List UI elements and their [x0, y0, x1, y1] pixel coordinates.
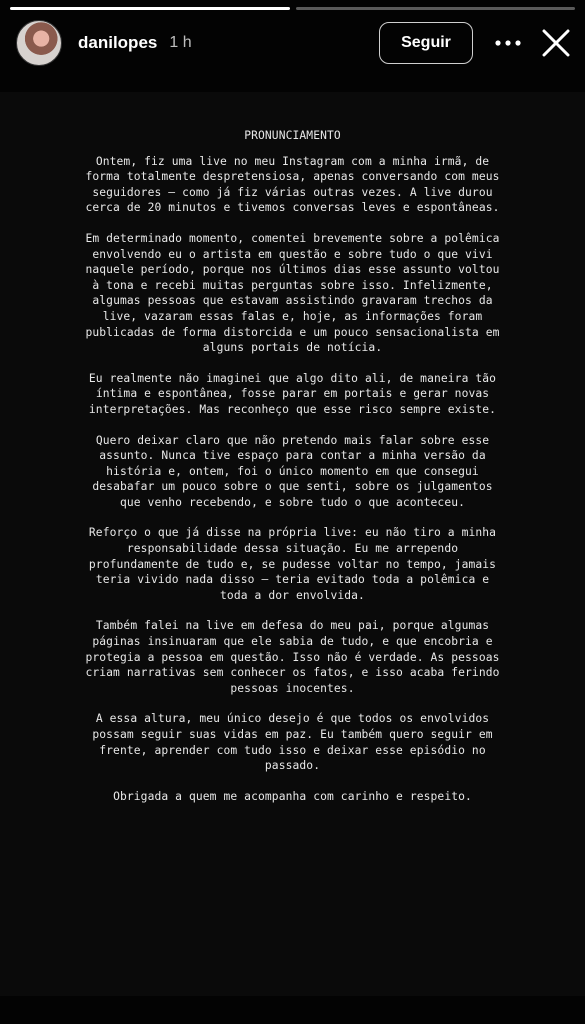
story-progress-bar	[10, 7, 575, 10]
statement-text	[82, 128, 503, 819]
statement-paragraph: A essa altura, meu único desejo é que todos os envolvidos possam seguir suas vidas em paz. Eu também quero seguir em frente, aprender com tudo isso e deixar esse episódio no passado.	[92, 712, 493, 773]
close-icon[interactable]	[541, 28, 571, 58]
statement-paragraph: Obrigada a quem me acompanha com carinho e respeito.	[113, 789, 472, 803]
statement-paragraph: Eu realmente não imaginei que algo dito ali, de maneira tão íntima e espontânea, fosse parar em portais e gerar novas interpretações. Mas reconheço que esse risco sempre existe.	[88, 371, 497, 416]
progress-fill	[10, 7, 290, 10]
more-horizontal-icon[interactable]	[493, 31, 523, 55]
statement-paragraph: Também falei na live em defesa do meu pai, porque algumas páginas insinuaram que ele sabia de tudo, e que encobria e protegia a pessoa em questão. Isso não é verdade. As pessoas criam narrativas sem conhecer os fatos, e isso acaba ferindo pessoas inocentes.	[85, 619, 500, 695]
statement-paragraph: Ontem, fiz uma live no meu Instagram com a minha irmã, de forma totalmente despretensiosa, apenas conversando com meus seguidores — como já fiz várias outras vezes. A live durou cerca de 20 minutos e tivemos conversas leves e espontâneas.	[85, 154, 500, 215]
progress-segment	[10, 7, 290, 10]
username[interactable]: danilopes	[78, 33, 158, 52]
follow-button[interactable]: Seguir	[379, 22, 473, 64]
statement-paragraph: Reforço o que já disse na própria live: eu não tiro a minha responsabilidade dessa situação. Eu me arrependo profundamente de tudo e, se pudesse voltar no tempo, jamais teria vivido nada disso — teria evitado toda a polêmica e toda a dor envolvida.	[88, 526, 497, 602]
statement-title: PRONUNCIAMENTO	[244, 129, 341, 142]
statement-paragraph: Em determinado momento, comentei brevemente sobre a polêmica envolvendo eu o artista em questão e sobre tudo o que vivi naquele período, porque nos últimos dias esse assunto voltou à tona e recebi muitas perguntas sobre isso. Infelizmente, algumas pessoas que estavam assistindo gravaram trechos da live, vazaram essas falas e, hoje, as informações foram publicadas de forma distorcida e um pouco sensacionalista em alguns portais de notícia.	[85, 231, 500, 355]
progress-segment	[296, 7, 576, 10]
statement-paragraph: Quero deixar claro que não pretendo mais falar sobre esse assunto. Nunca tive espaço para contar a minha versão da história e, ontem, foi o único momento em que consegui desabafar um pouco sobre o que senti, sobre os julgamentos que venho recebendo, e sobre tudo o que aconteceu.	[92, 433, 493, 509]
avatar[interactable]	[16, 20, 62, 66]
post-time: 1 h	[169, 34, 192, 51]
story-header	[16, 20, 571, 66]
